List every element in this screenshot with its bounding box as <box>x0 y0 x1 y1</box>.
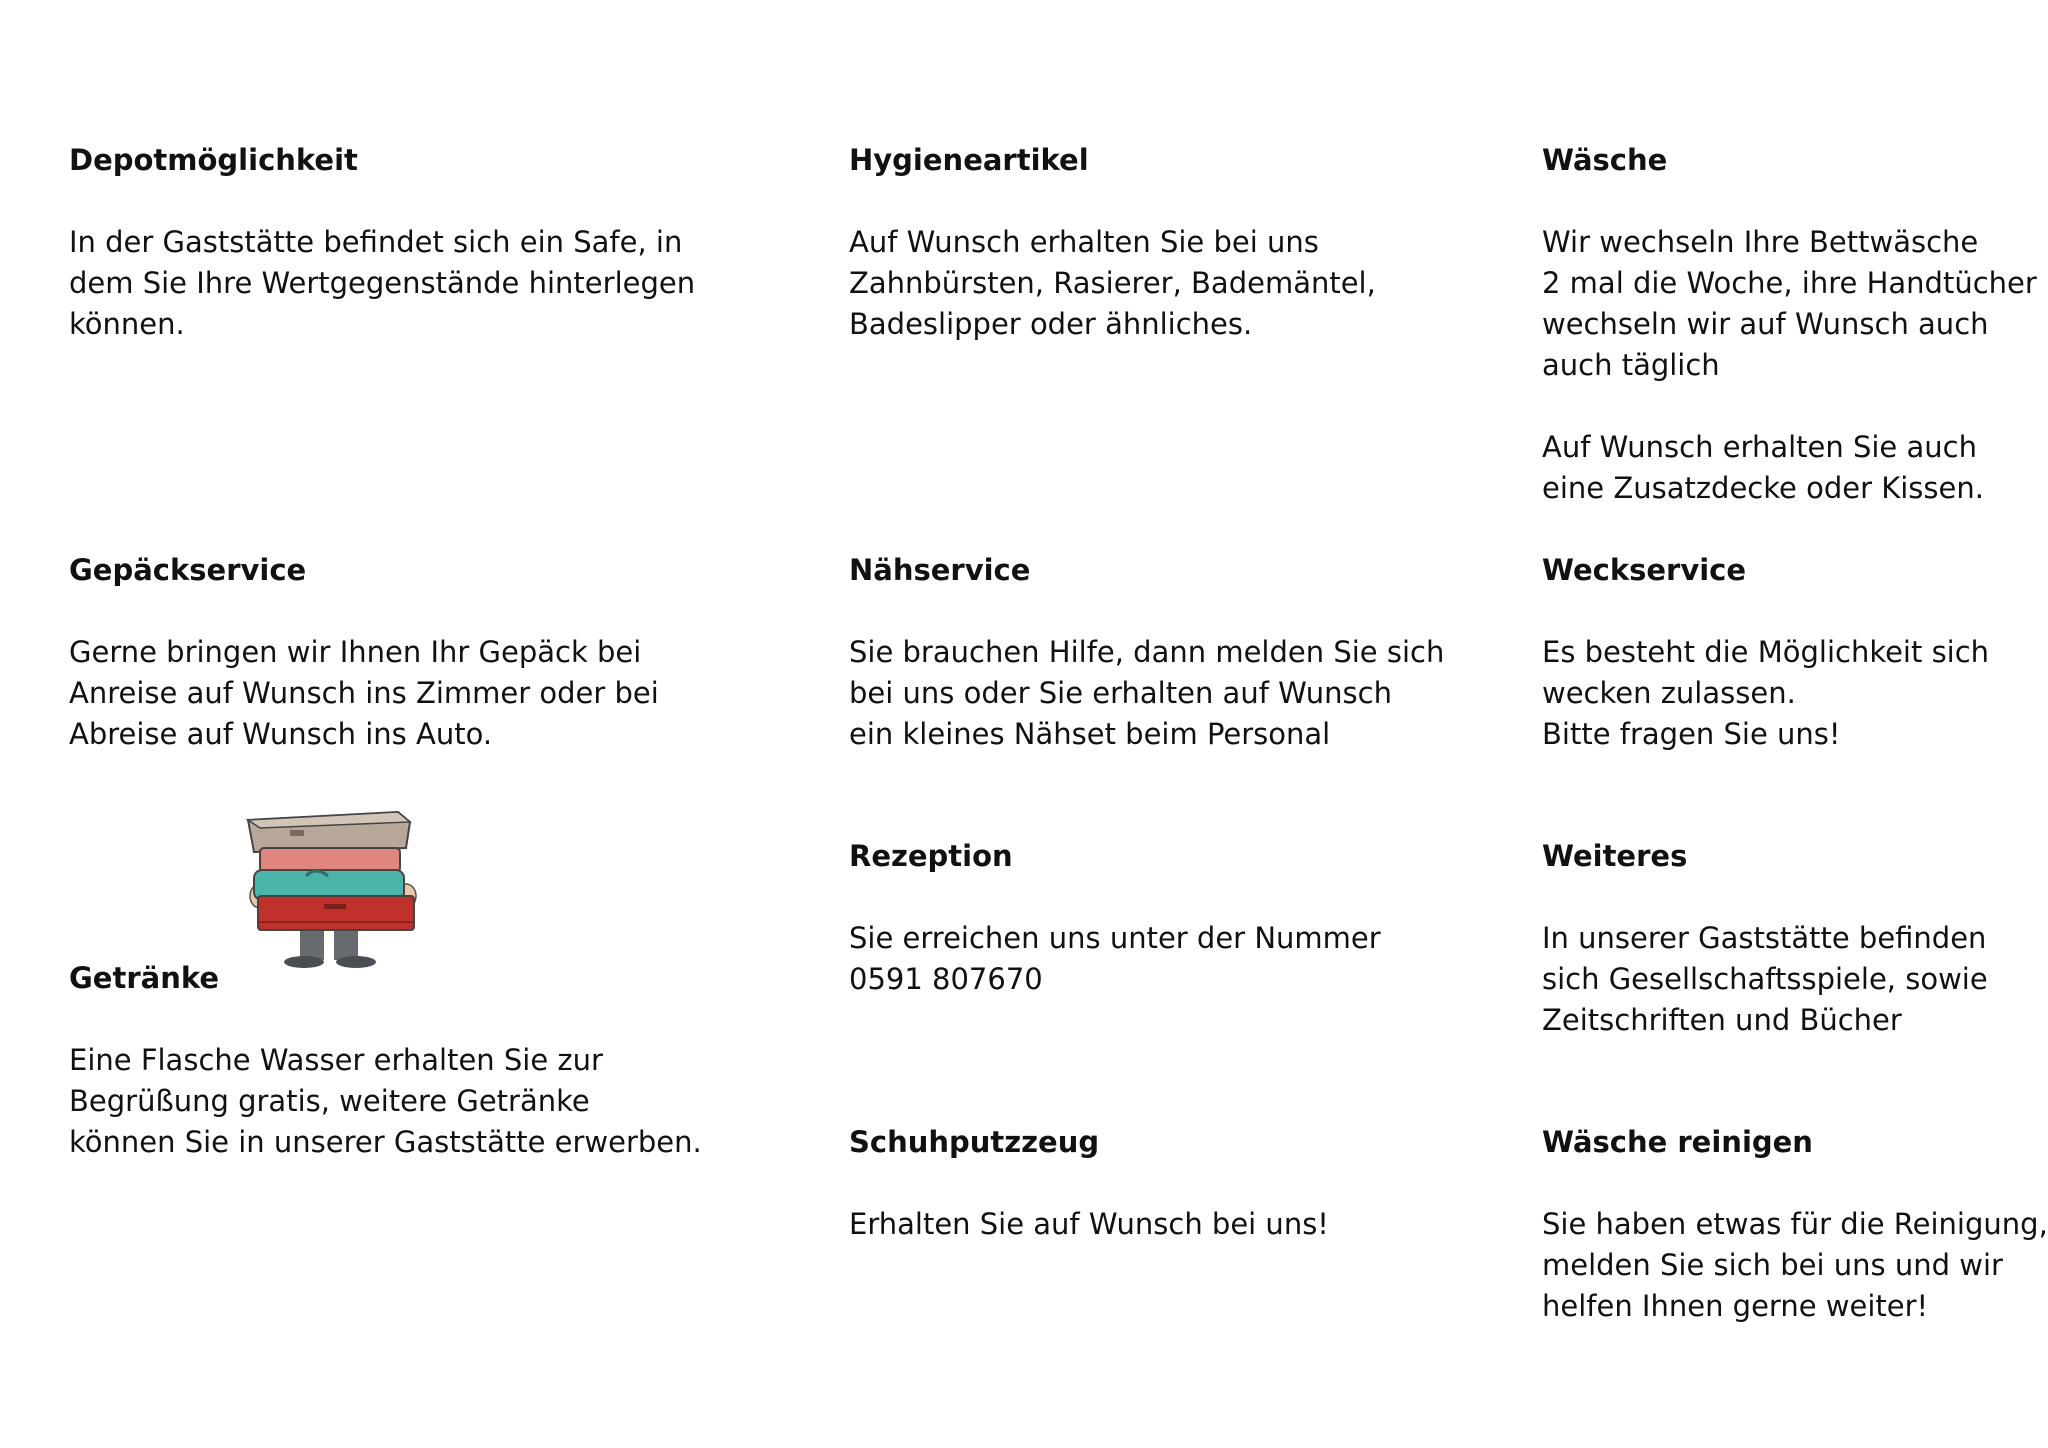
section-gepaeck <box>69 550 709 755</box>
section-text-line: können. <box>69 307 185 341</box>
section-text-line: Auf Wunsch erhalten Sie auch <box>1542 430 1977 464</box>
section-text-line: sich Gesellschaftsspiele, sowie <box>1542 962 1988 996</box>
section-text-line: Zeitschriften und Bücher <box>1542 1003 1902 1037</box>
section-weiteres <box>1542 836 2048 1041</box>
section-text-line: auch täglich <box>1542 348 1720 382</box>
section-waesche <box>1542 140 2048 509</box>
section-title: Schuhputzzeug <box>849 1125 1100 1159</box>
section-title: Hygieneartikel <box>849 143 1089 177</box>
section-title: Weiteres <box>1542 839 1688 873</box>
section-title: Wäsche reinigen <box>1542 1125 1813 1159</box>
section-text-line: ein kleines Nähset beim Personal <box>849 717 1331 751</box>
section-text-line: Anreise auf Wunsch ins Zimmer oder bei <box>69 676 659 710</box>
section-schuhputzzeug <box>849 1122 1489 1245</box>
section-text-line: melden Sie sich bei uns und wir <box>1542 1248 2003 1282</box>
section-weckservice <box>1542 550 2048 755</box>
section-text-line: Sie brauchen Hilfe, dann melden Sie sich <box>849 635 1445 669</box>
section-title: Wäsche <box>1542 143 1668 177</box>
section-text-line: In der Gaststätte befindet sich ein Safe, in <box>69 225 683 259</box>
figure-leg <box>334 928 358 960</box>
section-text-line: Wir wechseln Ihre Bettwäsche <box>1542 225 1979 259</box>
section-text-line: wechseln wir auf Wunsch auch <box>1542 307 1989 341</box>
section-title: Nähservice <box>849 553 1031 587</box>
section-text-line: Bitte fragen Sie uns! <box>1542 717 1841 751</box>
section-text-line: Gerne bringen wir Ihnen Ihr Gepäck bei <box>69 635 642 669</box>
section-depot <box>69 140 709 345</box>
section-title: Weckservice <box>1542 553 1747 587</box>
figure-leg <box>300 928 324 960</box>
section-text-line: Eine Flasche Wasser erhalten Sie zur <box>69 1043 603 1077</box>
section-text-line: eine Zusatzdecke oder Kissen. <box>1542 471 1984 505</box>
section-naehservice <box>849 550 1489 755</box>
section-text-line: Auf Wunsch erhalten Sie bei uns <box>849 225 1319 259</box>
section-hygiene <box>849 140 1489 345</box>
section-text-line: Erhalten Sie auf Wunsch bei uns! <box>849 1207 1329 1241</box>
section-text-line: wecken zulassen. <box>1542 676 1796 710</box>
section-title: Depotmöglichkeit <box>69 143 358 177</box>
section-text-line: Abreise auf Wunsch ins Auto. <box>69 717 493 751</box>
section-text-line: Badeslipper oder ähnliches. <box>849 307 1253 341</box>
section-getraenke <box>69 958 709 1163</box>
section-rezeption <box>849 836 1489 1000</box>
section-text-line: In unserer Gaststätte befinden <box>1542 921 1987 955</box>
section-text-line: dem Sie Ihre Wertgegenstände hinterlegen <box>69 266 696 300</box>
section-text-line: 2 mal die Woche, ihre Handtücher <box>1542 266 2037 300</box>
red-suitcase <box>258 896 414 930</box>
phone-number: 0591 807670 <box>849 962 1043 996</box>
section-text-line: Es besteht die Möglichkeit sich <box>1542 635 1990 669</box>
section-text-line: können Sie in unserer Gaststätte erwerben. <box>69 1125 702 1159</box>
section-text-line: Zahnbürsten, Rasierer, Bademäntel, <box>849 266 1376 300</box>
pink-suitcase <box>260 848 400 872</box>
section-waesche-reinigen <box>1542 1122 2048 1327</box>
suitcase-latch <box>290 830 304 836</box>
section-text-line: Sie erreichen uns unter der Nummer <box>849 921 1381 955</box>
section-title: Rezeption <box>849 839 1013 873</box>
section-title: Gepäckservice <box>69 553 307 587</box>
suitcase-latch <box>324 904 346 909</box>
section-text-line: helfen Ihnen gerne weiter! <box>1542 1289 1929 1323</box>
section-title: Getränke <box>69 961 220 995</box>
section-text-line: Sie haben etwas für die Reinigung, <box>1542 1207 2048 1241</box>
luggage-stack-icon <box>238 790 428 970</box>
section-text-line: bei uns oder Sie erhalten auf Wunsch <box>849 676 1392 710</box>
section-text-line: Begrüßung gratis, weitere Getränke <box>69 1084 590 1118</box>
